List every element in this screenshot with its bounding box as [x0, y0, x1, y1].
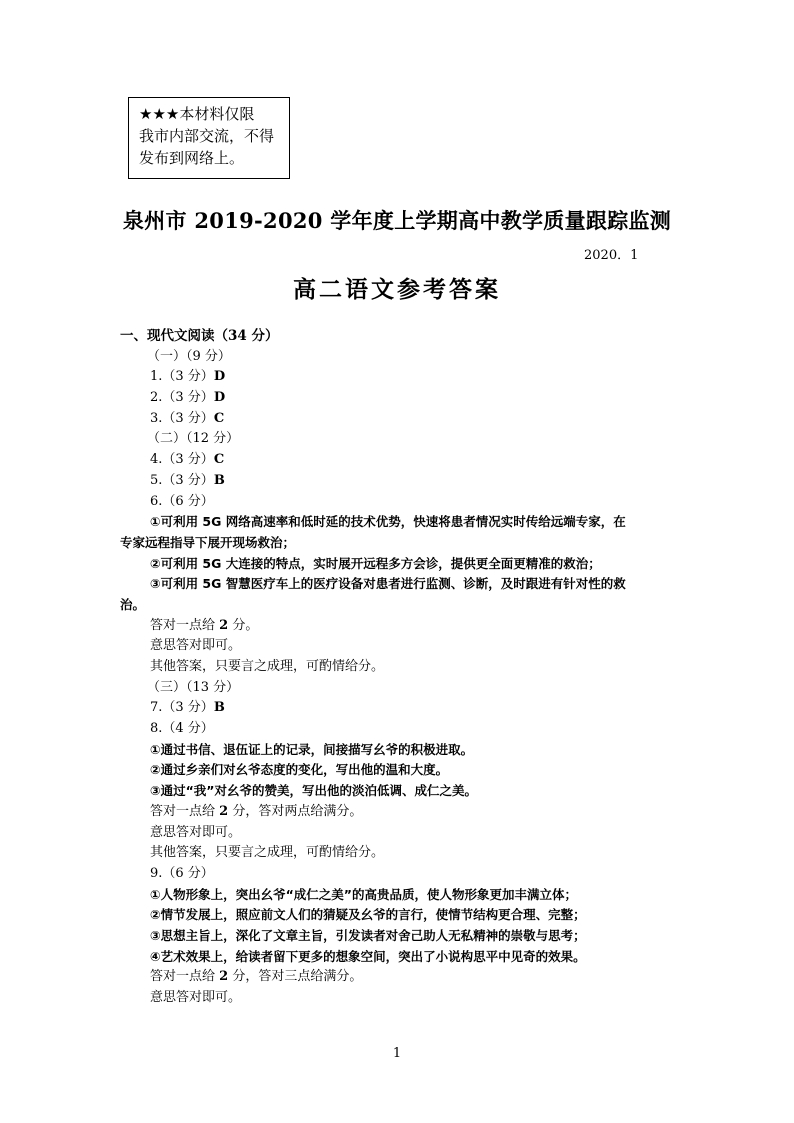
q6-score-pre: 答对一点给: [150, 617, 220, 633]
q9-point-1: ①人物形象上，突出幺爷“成仁之美”的高贵品质，使人物形象更加丰满立体；: [150, 886, 578, 902]
part-heading-2: （二）（12 分）: [147, 431, 240, 447]
q6-score-post: 分。: [228, 617, 259, 633]
q6-label: 6.（6 分）: [150, 493, 214, 509]
q8-point-2: ②通过乡亲们对幺爷态度的变化，写出他的温和大度。: [150, 762, 449, 778]
q9-point-3: ③思想主旨上，深化了文章主旨，引发读者对舍己助人无私精神的崇敬与思考；: [150, 927, 586, 943]
q9-point-4: ④艺术效果上，给读者留下更多的想象空间，突出了小说构思平中见奇的效果。: [150, 948, 586, 964]
q9-scoring: [120, 967, 680, 988]
q2-answer: D: [213, 390, 226, 406]
q6-point-3a: ③可利用 5G 智慧医疗车上的医疗设备对患者进行监测、诊断，及时跟进有针对性的救: [150, 576, 626, 592]
q8-note-2: 其他答案，只要言之成理，可酌情给分。: [150, 845, 385, 861]
q5-label: 5.（3 分）: [150, 472, 214, 488]
q4-answer: C: [213, 452, 225, 468]
q6-scoring: [120, 616, 680, 637]
document-subtitle: 高二语文参考答案: [293, 276, 501, 303]
q8-score-num: 2: [219, 803, 229, 819]
q9-score-num: 2: [219, 969, 229, 985]
section-heading: 一、现代文阅读（34 分）: [120, 328, 279, 344]
q8-score-post: 分，答对两点给满分。: [228, 803, 363, 819]
q9-note-1: 意思答对即可。: [150, 990, 242, 1005]
page-number: 1: [392, 1046, 402, 1061]
q8-point-3: ③通过“我”对幺爷的赞美，写出他的淡泊低调、成仁之美。: [150, 783, 478, 799]
q9-score-post: 分，答对三点给满分。: [228, 969, 363, 985]
q6-note-1: 意思答对即可。: [150, 638, 242, 654]
notice-line-3: 发布到网络上。: [139, 149, 245, 167]
q8-score-pre: 答对一点给: [150, 803, 220, 819]
notice-line-1: ★★★本材料仅限: [139, 105, 255, 123]
q6-score-num: 2: [219, 617, 229, 633]
q8-scoring: [120, 802, 680, 823]
answer-line-q2: [120, 388, 680, 409]
q6-note-2: 其他答案，只要言之成理，可酌情给分。: [150, 659, 385, 674]
answer-line-q7: [120, 698, 680, 719]
q3-answer: C: [213, 410, 225, 426]
q6-point-2: ②可利用 5G 大连接的特点，实时展开远程多方会诊，提供更全面更精准的救治；: [150, 555, 601, 571]
notice-line-2: 我市内部交流，不得: [139, 127, 275, 145]
q6-point-3b: 治。: [120, 596, 146, 612]
q1-answer: D: [213, 369, 226, 385]
part-heading-3: （三）（13 分）: [147, 679, 240, 695]
q8-point-1: ①通过书信、退伍证上的记录，间接描写幺爷的积极进取。: [150, 741, 474, 757]
answer-line-q4: [120, 450, 680, 471]
q1-label: 1.（3 分）: [150, 369, 214, 385]
part-heading-1: （一）（9 分）: [147, 348, 231, 364]
answer-line-q3: [120, 409, 680, 430]
q8-note-1: 意思答对即可。: [150, 824, 242, 840]
q6-point-1a: ①可利用 5G 网络高速率和低时延的技术优势，快速将患者情况实时传给远端专家，在: [150, 514, 626, 530]
answer-line-q5: [120, 471, 680, 492]
q3-label: 3.（3 分）: [150, 410, 214, 426]
q6-point-1b: 专家远程指导下展开现场救治；: [120, 534, 296, 550]
q9-score-pre: 答对一点给: [150, 969, 220, 985]
q5-answer: B: [213, 472, 225, 488]
q8-label: 8.（4 分）: [150, 721, 214, 737]
answer-content: [120, 326, 680, 1009]
document-date: 2020．1: [584, 248, 639, 263]
q2-label: 2.（3 分）: [150, 390, 214, 406]
q7-answer: B: [213, 700, 225, 716]
q7-label: 7.（3 分）: [150, 700, 214, 716]
restriction-notice-box: [128, 97, 290, 179]
q9-point-2: ②情节发展上，照应前文人们的猜疑及幺爷的言行，使情节结构更合理、完整；: [150, 907, 586, 923]
exam-title: 泉州市 2019-2020 学年度上学期高中教学质量跟踪监测: [122, 208, 672, 233]
q4-label: 4.（3 分）: [150, 452, 214, 468]
answer-line-q1: [120, 367, 680, 388]
q9-label: 9.（6 分）: [150, 865, 214, 881]
